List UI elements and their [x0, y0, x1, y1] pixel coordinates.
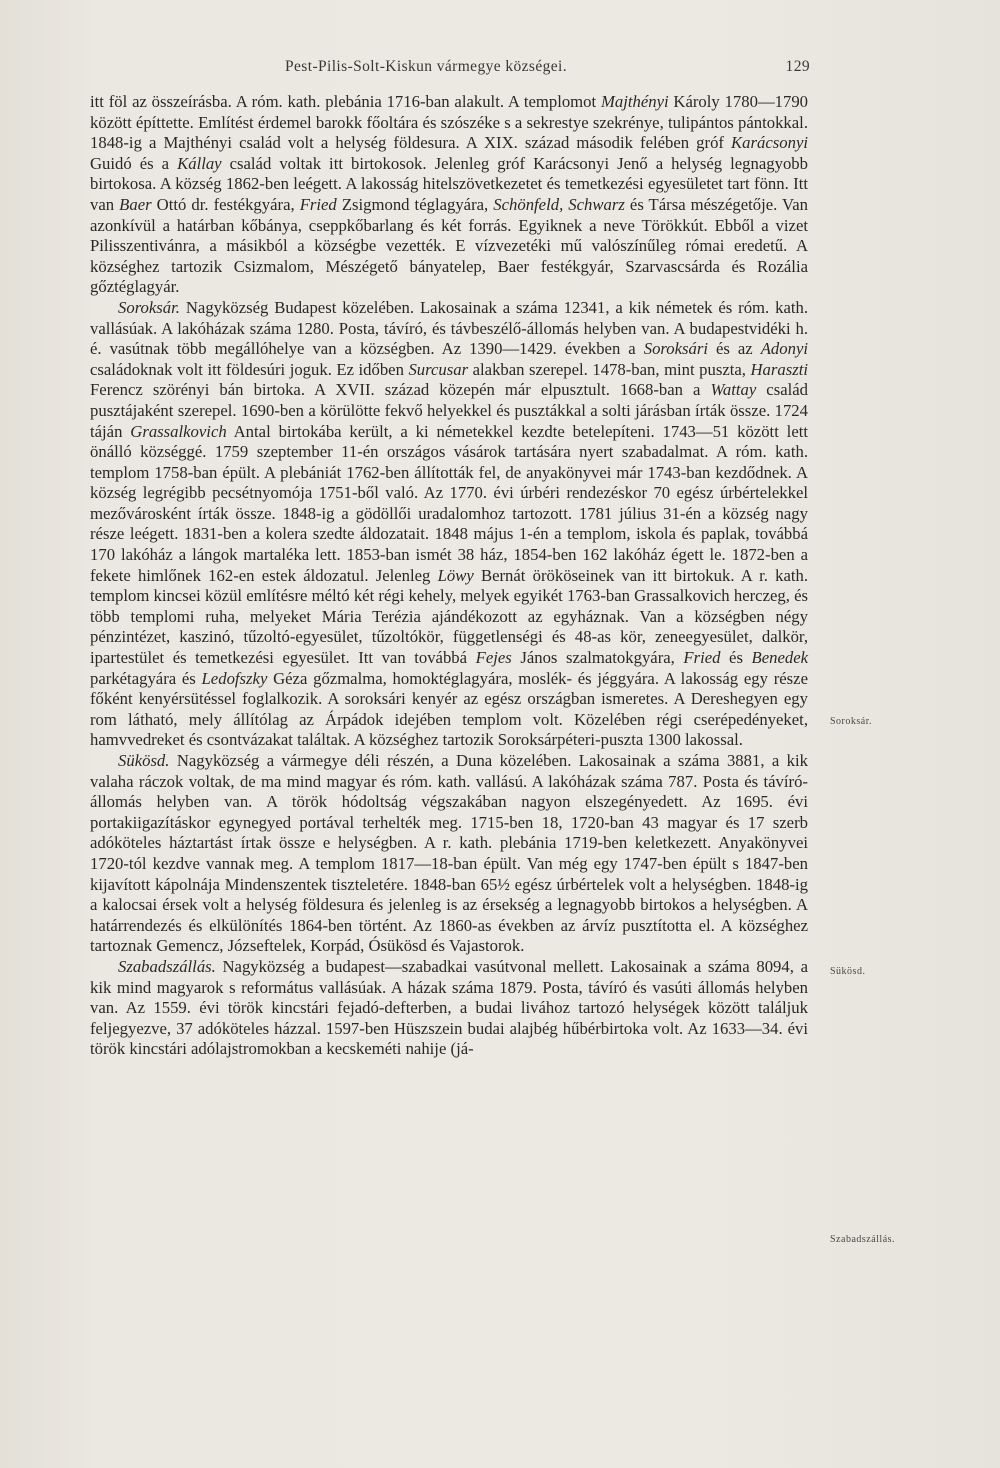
- page-number: 129: [785, 58, 810, 75]
- margin-note-soroksar: Soroksár.: [830, 716, 872, 727]
- paragraph-intro: itt föl az összeírásba. A róm. kath. plebánia 1716-ban alakult. A templomot Majthényi Károly 1780—1790 között építtette. Említést érdemel barokk főoltára és szószéke s a sekrestye szekrénye, tulipántos pántokkal. 1848-ig a Majthényi család volt a helység földesura. A XIX. század második felében gróf Karácsonyi Guidó és a Kállay család voltak itt birtokosok. Jelenleg gróf Karácsonyi Jenő a helység legnagyobb birtokosa. A község 1862-ben leégett. A lakosság hitelszövetkezetet és temetkezési egyesületet tart fönn. Itt van Baer Ottó dr. festékgyára, Fried Zsigmond téglagyára, Schönfeld, Schwarz és Társa mészégetője. Van azonkívül a határban kőbánya, cseppkőbarlang és két forrás. Egyiknek a neve Törökkút. Ebből a vizet Pilisszentivánra, a másikból a községbe vezették. E vízvezetéki mű valószínűleg római eredetű. A községhez tartozik Csizmalom, Mészégető bányatelep, Baer festékgyár, Szarvascsárda és Rozália gőztéglagyár.: [90, 92, 809, 297]
- paragraph-sukosd: Sükösd. Nagyközség a vármegye déli részén, a Duna közelében. Lakosainak a száma 3881, a kik valaha ráczok voltak, de ma mind magyar és róm. kath. vallású. A lakóházak száma 787. Posta és távíró-állomás helyben van. A török hódoltság végszakában nagyon elszegényedett. Az 1695. évi portakiigazításkor egynegyed portával terhelték meg. 1715-ben 18, 1720-ban 43 magyar és 17 szerb adóköteles háztartást írtak össze e helységben. A r. kath. plebánia 1719-ben keletkezett. Anyakönyvei 1720-tól kezdve vannak meg. A templom 1817—18-ban épült. Van még egy 1747-ben épült s 1847-ben kijavított kápolnája Mindenszentek tiszteletére. 1848-ban 65½ egész úrbértelek volt a helységben. 1848-ig a kalocsai érsek volt a helység földesura és jelenleg is az érsekség a legnagyobb birtokos a helységben. A határrendezés és elkülönítés 1864-ben történt. Az 1860-as években az árvíz pusztította el. A községhez tartoznak Gemencz, Józseftelek, Korpád, Ósükösd és Vajastorok.: [90, 751, 808, 956]
- running-title: Pest-Pilis-Solt-Kiskun vármegye községei.: [285, 58, 568, 75]
- margin-note-szabadszallas: Szabadszállás.: [830, 1234, 896, 1245]
- paragraph-szabadszallas: Szabadszállás. Nagyközség a budapest—szabadkai vasútvonal mellett. Lakosainak a száma 8094, a kik mind magyarok s református vallásúak. A házak száma 1879. Posta, távíró és vasúti állomás helyben van. Az 1559. évi török kincstári fejadó-defterben, a budai livához tartozó helységek között találjuk feljegyezve, 37 adóköteles házzal. 1597-ben Hüszszein budai alajbég hűbérbirtoka volt. Az 1633—34. évi török kincstári adólajstromokban a kecskeméti nahije (já-: [90, 956, 808, 1059]
- paragraph-soroksar: Soroksár. Nagyközség Budapest közelében. Lakosainak a száma 12341, a kik németek és róm. kath. vallásúak. A lakóházak száma 1280. Posta, távíró, és távbeszélő-állomás helyben van. A budapestvidéki h. é. vasútnak több megállóhelye van a községben. Az 1390—1429. években a Soroksári és az Adonyi családoknak volt itt földesúri joguk. Ez időben Surcusar alakban szerepel. 1478-ban, mint puszta, Haraszti Ferencz szörényi bán birtoka. A XVII. század közepén már elpusztult. 1668-ban a Wattay család pusztájaként szerepel. 1690-ben a körülötte fekvő helyekkel és pusztákkal a solti járásban írták össze. 1724 táján Grassalkovich Antal birtokába került, a ki németekkel kezdte betelepíteni. 1743—51 között lett önálló községgé. 1759 szeptember 11-én országos vásárok tartására nyert szabadalmat. A róm. kath. templom 1758-ban épült. A plebániát 1762-ben állították fel, de anyakönyvei már 1743-ban kezdődnek. A község legrégibb pecsétnyomója 1751-ből való. Az 1770. évi úrbéri rendezéskor 70 egész úrbértelekkel mezővárosként írták össze. 1848-ig a gödöllői uradalomhoz tartozott. 1781 július 31-én a község nagy része leégett. 1831-ben a kolera szedte áldozatait. 1848 május 1-én a templom, iskola és paplak, továbbá 170 lakóház a lángok martaléka lett. 1853-ban ismét 38 ház, 1854-ben 162 lakóház égett le. 1872-ben a fekete himlőnek 162-en estek áldozatul. Jelenleg Löwy Bernát örököseinek van itt birtokuk. A r. kath. templom kincsei közül említésre méltó két régi kehely, melyek egyikét 1763-ban Grassalkovich herczeg, és több templomi ruha, melyeket Mária Terézia ajándékozott az egyháznak. Van a községben négy pénzintézet, kaszinó, tűzoltó-egyesület, tűzoltókör, függetlenségi és 48-as kör, zeneegyesület, dalkör, ipartestület és temetkezési egyesület. Itt van továbbá Fejes János szalmatokgyára, Fried és Benedek parkétagyára és Ledofszky Géza gőzmalma, homoktéglagyára, moslék- és jéggyára. A lakosság egy része főként kenyérsütéssel foglalkozik. A soroksári kenyér az egész országban ismeretes. A Dereshegyen egy rom látható, mely állítólag az Árpádok idejében templom volt. Közelében régi cserépedényeket, hamvvedreket és csontvázakat találtak. A községhez tartozik Soroksárpéteri-puszta 1300 lakossal.: [90, 297, 809, 750]
- running-head: [90, 58, 810, 78]
- body-text: [90, 92, 808, 1060]
- margin-note-sukosd: Sükösd.: [830, 966, 866, 977]
